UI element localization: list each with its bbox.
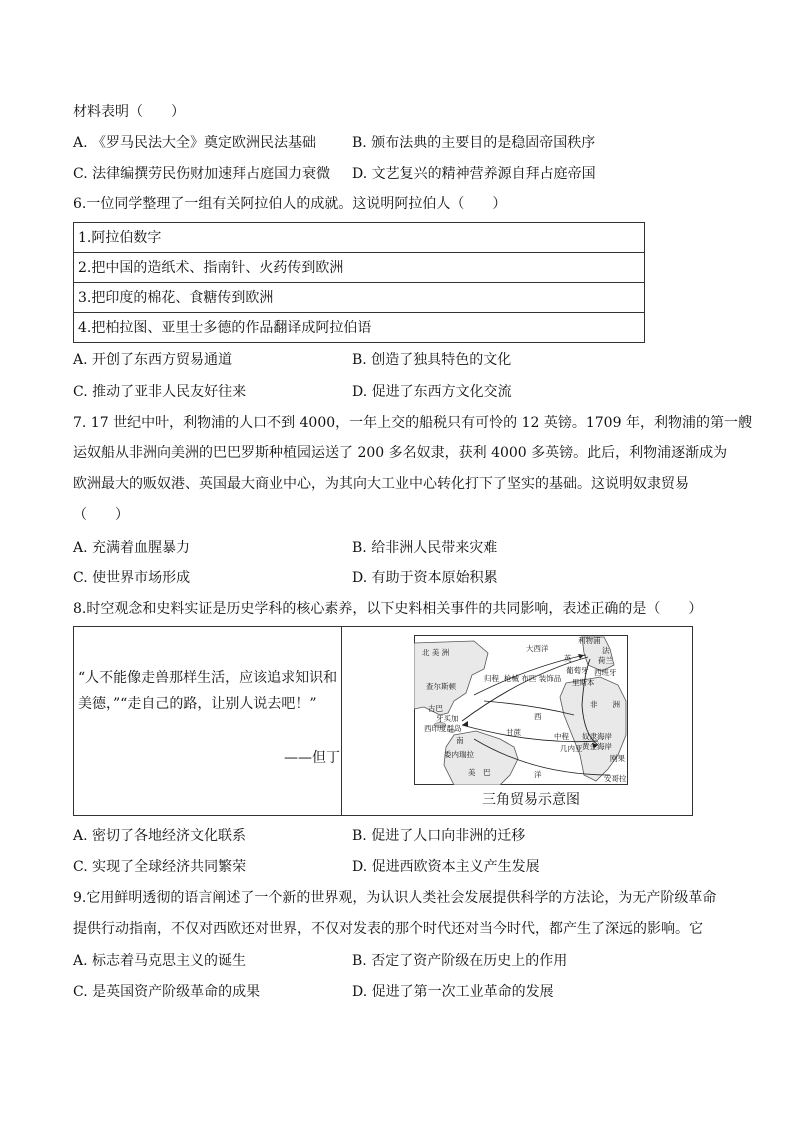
quote-author: ——但丁 (284, 750, 340, 766)
q6-fact-2: 2.把中国的造纸术、指南针、火药传到欧洲 (74, 253, 645, 283)
label-south-america: 美 巴 (468, 768, 491, 777)
q7-line-2: 运奴船从非洲向美洲的巴巴罗斯种植园运送了 200 多名奴隶，获利 4000 多英镑。此后，利物浦逐渐成为 (73, 445, 728, 461)
q6-fact-3: 3.把印度的棉花、食糖传到欧洲 (74, 283, 645, 313)
box-divider (341, 627, 342, 815)
map-caption: 三角贸易示意图 (482, 792, 580, 808)
q5-option-c[interactable]: C. 法律编撰劳民伤财加速拜占庭国力衰微 (73, 166, 331, 182)
q6-fact-1: 1.阿拉伯数字 (74, 223, 645, 253)
label-guinea: 几内亚 (560, 744, 583, 753)
q6-option-b[interactable]: B. 创造了独具特色的文化 (352, 352, 512, 368)
q9-option-a[interactable]: A. 标志着马克思主义的诞生 (73, 953, 247, 969)
q6-option-a[interactable]: A. 开创了东西方贸易通道 (73, 352, 233, 368)
q7-option-c[interactable]: C. 使世界市场形成 (73, 570, 191, 586)
q7-line-1: 7. 17 世纪中叶，利物浦的人口不到 4000，一年上交的船税只有可怜的 12 英镑。1709 年，利物浦的第一艘 (73, 415, 752, 431)
q5-option-d[interactable]: D. 文艺复兴的精神营养源自拜占庭帝国 (352, 166, 596, 182)
q6-option-d[interactable]: D. 促进了东西方文化交流 (352, 384, 512, 400)
label-homeward: 归程 (484, 674, 499, 683)
q8-option-d[interactable]: D. 促进西欧资本主义产生发展 (352, 859, 540, 875)
q9-line-2: 提供行动指南，不仅对西欧还对世界，不仅对发表的那个时代还对当今时代，都产生了深远的影响。它 (73, 921, 703, 937)
label-sugar: 甘蔗 (506, 728, 521, 737)
label-holland: 荷兰 (598, 656, 613, 665)
q8-stem: 8.时空观念和史料实证是历史学科的核心素养，以下史料相关事件的共同影响，表述正确的是（ ） (73, 601, 703, 617)
label-gold-coast: 黄金海岸 (582, 742, 612, 751)
q8-sources-box (73, 626, 693, 816)
dante-quote: “人不能像走兽那样生活，应该追求知识和美德，”“走自己的路，让别人说去吧！” (78, 670, 338, 712)
label-atlantic: 大西洋 (526, 644, 549, 653)
label-slave-coast: 奴隶海岸 (582, 732, 612, 741)
q7-option-b[interactable]: B. 给非洲人民带来灾难 (352, 540, 498, 556)
label-north-america: 北 美 洲 (422, 648, 450, 657)
label-portugal: 葡萄牙 (566, 666, 589, 675)
label-west-indies: 西印度群岛 (424, 724, 462, 733)
label-west: 西 (534, 712, 542, 721)
q5-stem: 材料表明（ ） (73, 104, 185, 120)
label-lisbon: 里斯本 (572, 678, 595, 687)
q8-option-c[interactable]: C. 实现了全球经济共同繁荣 (73, 859, 247, 875)
label-liverpool: 利物浦 (578, 636, 601, 645)
label-jamaica: 牙买加 (436, 714, 459, 723)
label-south: 南 (456, 736, 464, 745)
label-africa: 非 洲 (590, 700, 620, 709)
label-congo: 刚果 (610, 754, 625, 763)
q9-line-1: 9.它用鲜明透彻的语言阐述了一个新的世界观，为认识人类社会发展提供科学的方法论，为无产阶级革命 (73, 890, 717, 906)
label-france: 法 (602, 646, 610, 655)
q7-line-4: （ ） (73, 507, 129, 523)
q5-option-a[interactable]: A. 《罗马民法大全》奠定欧洲民法基础 (73, 135, 317, 151)
q9-option-c[interactable]: C. 是英国资产阶级革命的成果 (73, 984, 261, 1000)
q8-option-a[interactable]: A. 密切了各地经济文化联系 (73, 828, 247, 844)
q6-option-c[interactable]: C. 推动了亚非人民友好往来 (73, 384, 247, 400)
q6-stem: 6.一位同学整理了一组有关阿拉伯人的成就。这说明阿拉伯人（ ） (73, 196, 507, 212)
q7-option-a[interactable]: A. 充满着血腥暴力 (73, 540, 191, 556)
q7-line-3: 欧洲最大的贩奴港、英国最大商业中心，为其向大工业中心转化打下了坚实的基础。这说明奴隶贸易 (73, 476, 689, 492)
label-middle-passage: 中程 (554, 732, 569, 741)
label-ocean: 洋 (534, 770, 542, 779)
label-guns: 枪械 布匹 装饰品 (504, 674, 562, 683)
label-cuba: 古巴 (428, 704, 443, 713)
label-charleston: 查尔斯顿 (426, 682, 456, 691)
label-angola: 安哥拉 (604, 774, 627, 783)
q7-option-d[interactable]: D. 有助于资本原始积累 (352, 570, 498, 586)
label-england: 英 (564, 654, 572, 663)
label-venezuela: 委内瑞拉 (444, 750, 474, 759)
q6-fact-4: 4.把柏拉图、亚里士多德的作品翻译成阿拉伯语 (74, 313, 645, 343)
q6-facts-table (73, 222, 645, 343)
q9-option-b[interactable]: B. 否定了资产阶级在历史上的作用 (352, 953, 568, 969)
q8-option-b[interactable]: B. 促进了人口向非洲的迁移 (352, 828, 526, 844)
label-spain: 西班牙 (594, 668, 617, 677)
q9-option-d[interactable]: D. 促进了第一次工业革命的发展 (352, 984, 554, 1000)
q5-option-b[interactable]: B. 颁布法典的主要目的是稳固帝国秩序 (352, 135, 596, 151)
triangle-trade-map (414, 635, 628, 785)
